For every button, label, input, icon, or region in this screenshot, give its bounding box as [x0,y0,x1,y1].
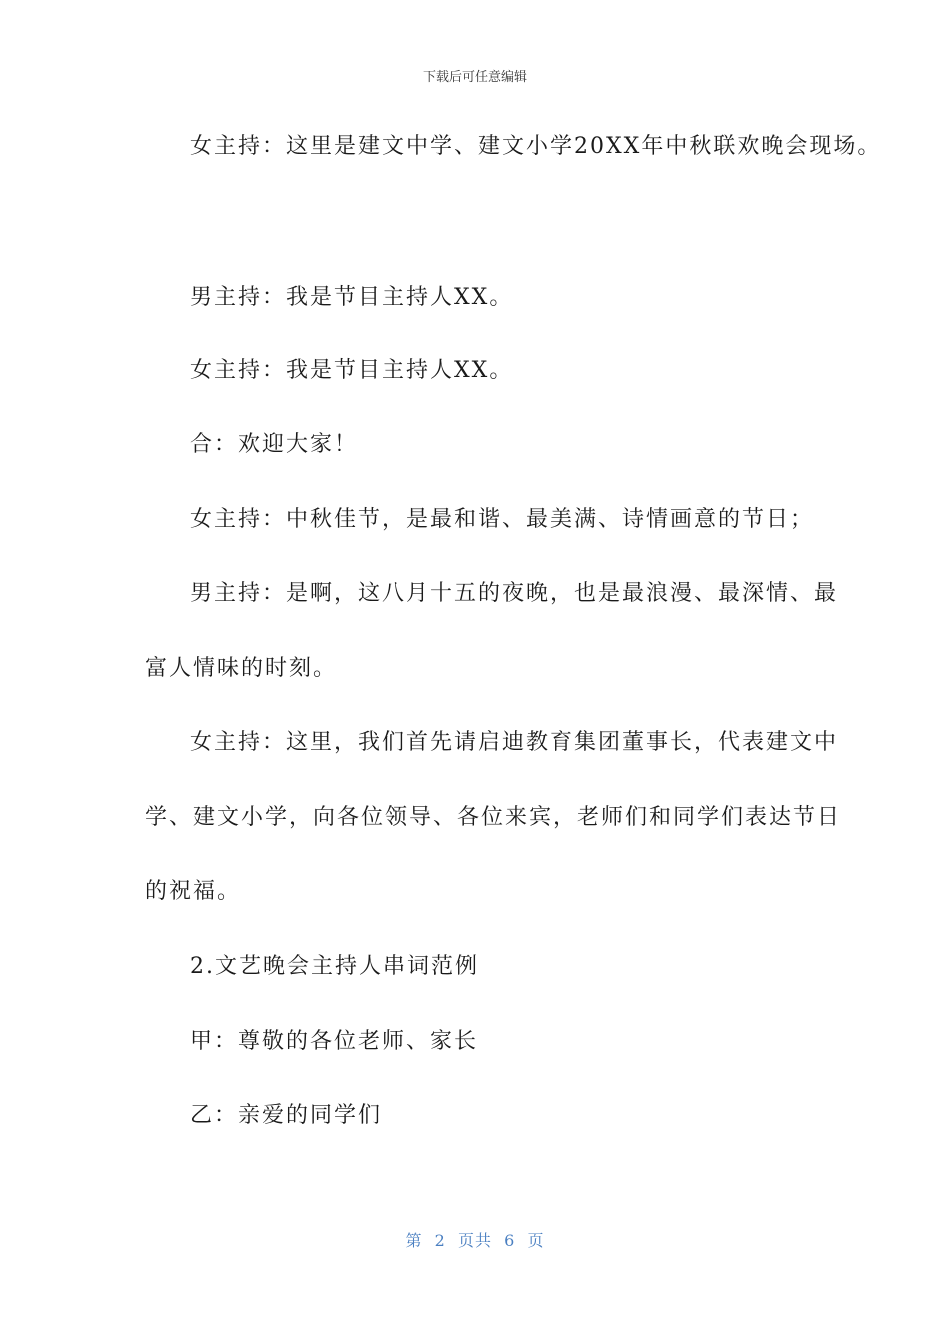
page-number: 第 2 页共 6 页 [405,1231,545,1250]
section-heading: 2.文艺晚会主持人串词范例 [190,954,479,979]
paragraph-line: 乙：亲爱的同学们 [190,1103,383,1128]
paragraph-line: 女主持：中秋佳节，是最和谐、最美满、诗情画意的节日； [190,507,815,532]
paragraph-line: 女主持：我是节目主持人XX。 [190,358,514,383]
paragraph-line: 合：欢迎大家！ [190,432,359,457]
paragraph-line: 男主持：是啊，这八月十五的夜晚，也是最浪漫、最深情、最 [190,581,839,606]
paragraph-line: 女主持：这里，我们首先请启迪教育集团董事长，代表建文中 [190,730,839,755]
paragraph-line: 的祝福。 [145,879,242,904]
paragraph-line: 富人情味的时刻。 [145,656,338,681]
paragraph-line: 学、建文小学，向各位领导、各位来宾，老师们和同学们表达节日 [145,805,842,830]
paragraph-line: 女主持：这里是建文中学、建文小学20XX年中秋联欢晚会现场。 [190,134,882,159]
paragraph-line: 男主持：我是节目主持人XX。 [190,285,514,310]
page-header: 下载后可任意编辑 [422,70,527,85]
paragraph-line: 甲：尊敬的各位老师、家长 [190,1029,479,1054]
